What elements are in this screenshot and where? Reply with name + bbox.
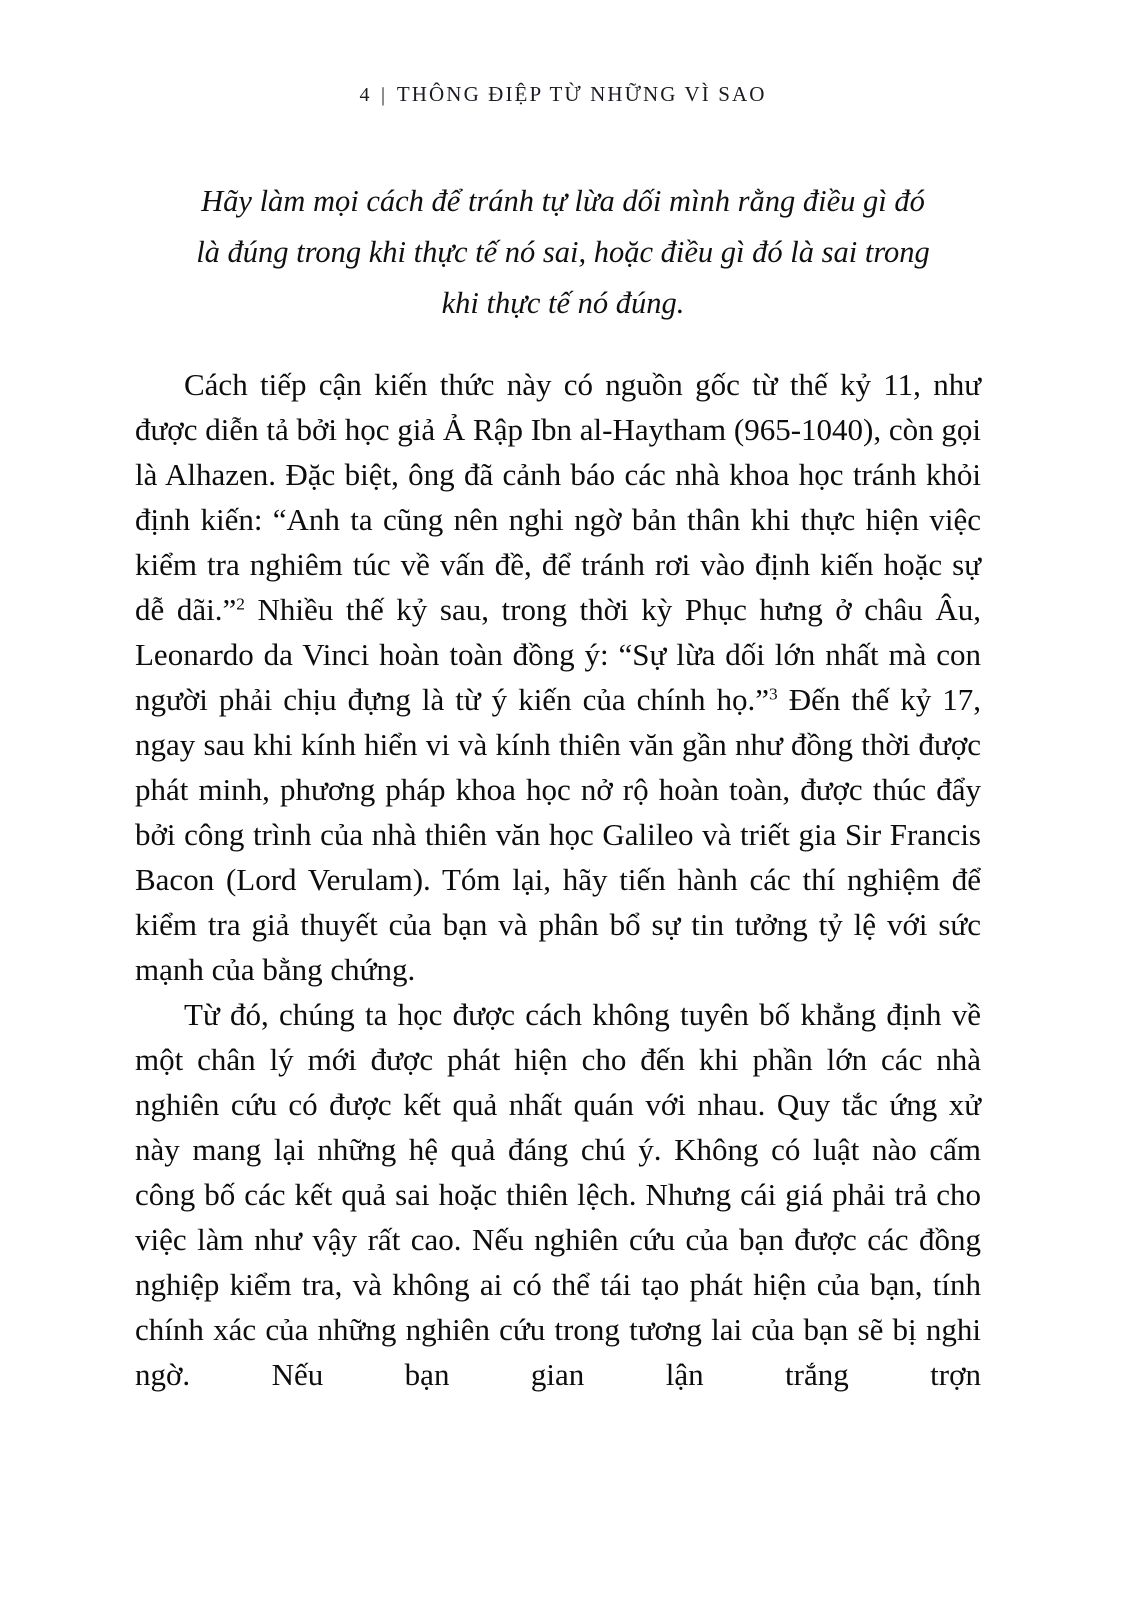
epigraph-line: khi thực tế nó đúng.	[441, 286, 685, 320]
epigraph-line: Hãy làm mọi cách để tránh tự lừa dối mình rằng điều gì đó	[201, 184, 925, 218]
running-head-separator: |	[380, 84, 387, 106]
book-title: THÔNG ĐIỆP TỪ NHỮNG VÌ SAO	[396, 82, 767, 106]
page-number: 4	[359, 84, 370, 106]
footnote-marker[interactable]: 2	[236, 594, 245, 614]
epigraph	[163, 176, 963, 329]
body-paragraph: Từ đó, chúng ta học được cách không tuyên bố khẳng định về một chân lý mới được phát hiện cho đến khi phần lớn các nhà nghiên cứu có được kết quả nhất quán với nhau. Quy tắc ứng xử này mang lại những hệ quả đáng chú ý. Không có luật nào cấm công bố các kết quả sai hoặc thiên lệch. Nhưng cái giá phải trả cho việc làm như vậy rất cao. Nếu nghiên cứu của bạn được các đồng nghiệp kiểm tra, và không ai có thể tái tạo phát hiện của bạn, tính chính xác của những nghiên cứu trong tương lai của bạn sẽ bị nghi ngờ. Nếu bạn gian lận trắng trợn	[135, 997, 981, 1392]
running-head	[0, 82, 1126, 107]
footnote-marker[interactable]: 3	[769, 684, 778, 704]
body-paragraph: Cách tiếp cận kiến thức này có nguồn gốc từ thế kỷ 11, như được diễn tả bởi học giả Ả Rập Ibn al-Haytham (965-1040), còn gọi là Alhazen. Đặc biệt, ông đã cảnh báo các nhà khoa học tránh khỏi định kiến: “Anh ta cũng nên nghi ngờ bản thân khi thực hiện việc kiểm tra nghiêm túc về vấn đề, để tránh rơi vào định kiến hoặc sự dễ dãi.”$^2$ Nhiều thế kỷ sau, trong thời kỳ Phục hưng ở châu Âu, Leonardo da Vinci hoàn toàn đồng ý: “Sự lừa dối lớn nhất mà con người phải chịu đựng là từ ý kiến của chính họ.”$^3$ Đến thế kỷ 17, ngay sau khi kính hiển vi và kính thiên văn gần như đồng thời được phát minh, phương pháp khoa học nở rộ hoàn toàn, được thúc đẩy bởi công trình của nhà thiên văn học Galileo và triết gia Sir Francis Bacon (Lord Verulam). Tóm lại, hãy tiến hành các thí nghiệm để kiểm tra giả thuyết của bạn và phân bổ sự tin tưởng tỷ lệ với sức mạnh của bằng chứng.	[135, 367, 981, 987]
epigraph-line: là đúng trong khi thực tế nó sai, hoặc điều gì đó là sai trong	[196, 235, 930, 269]
body-text-block	[135, 362, 981, 1397]
